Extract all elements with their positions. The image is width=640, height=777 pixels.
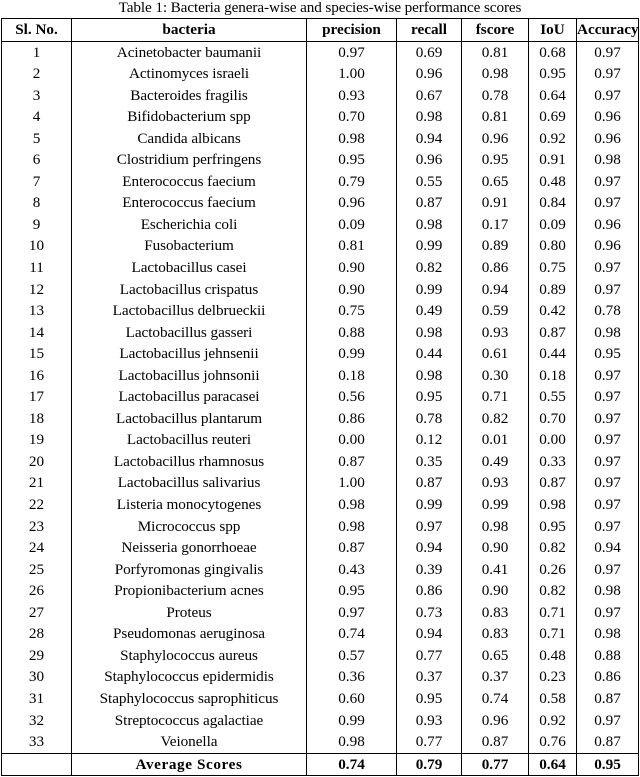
cell-recall: 0.73 bbox=[397, 602, 462, 624]
cell-accuracy: 0.98 bbox=[577, 149, 639, 171]
cell-sl: 12 bbox=[2, 279, 72, 301]
cell-fscore: 0.90 bbox=[462, 537, 529, 559]
table-row bbox=[2, 343, 639, 365]
cell-fscore: 0.96 bbox=[462, 710, 529, 732]
cell-sl: 8 bbox=[2, 192, 72, 214]
cell-precision: 0.99 bbox=[307, 710, 397, 732]
cell-iou: 0.48 bbox=[529, 645, 577, 667]
table-row bbox=[2, 85, 639, 107]
cell-precision: 0.75 bbox=[307, 300, 397, 322]
cell-sl: 11 bbox=[2, 257, 72, 279]
column-header-precision: precision bbox=[307, 19, 397, 42]
cell-iou: 0.09 bbox=[529, 214, 577, 236]
cell-recall: 0.37 bbox=[397, 666, 462, 688]
cell-accuracy: 0.96 bbox=[577, 106, 639, 128]
cell-iou: 0.64 bbox=[529, 85, 577, 107]
cell-sl: 6 bbox=[2, 149, 72, 171]
cell-fscore: 0.95 bbox=[462, 149, 529, 171]
cell-bacteria: Lactobacillus gasseri bbox=[72, 322, 307, 344]
cell-accuracy: 0.97 bbox=[577, 63, 639, 85]
cell-accuracy: 0.97 bbox=[577, 386, 639, 408]
cell-iou: 0.44 bbox=[529, 343, 577, 365]
table-row bbox=[2, 580, 639, 602]
cell-recall: 0.98 bbox=[397, 106, 462, 128]
cell-bacteria: Lactobacillus casei bbox=[72, 257, 307, 279]
cell-precision: 0.87 bbox=[307, 451, 397, 473]
cell-bacteria: Acinetobacter baumanii bbox=[72, 41, 307, 63]
cell-iou: 0.71 bbox=[529, 623, 577, 645]
cell-bacteria: Veionella bbox=[72, 731, 307, 753]
cell-recall: 0.49 bbox=[397, 300, 462, 322]
cell-accuracy: 0.97 bbox=[577, 494, 639, 516]
cell-recall: 0.44 bbox=[397, 343, 462, 365]
cell-sl: 21 bbox=[2, 472, 72, 494]
cell-accuracy: 0.97 bbox=[577, 85, 639, 107]
table-row bbox=[2, 322, 639, 344]
cell-accuracy: 0.78 bbox=[577, 300, 639, 322]
column-header-bacteria: bacteria bbox=[72, 19, 307, 42]
cell-precision: 0.95 bbox=[307, 580, 397, 602]
cell-bacteria: Listeria monocytogenes bbox=[72, 494, 307, 516]
cell-bacteria: Bacteroides fragilis bbox=[72, 85, 307, 107]
cell-fscore: 0.59 bbox=[462, 300, 529, 322]
cell-accuracy: 0.97 bbox=[577, 451, 639, 473]
cell-accuracy: 0.87 bbox=[577, 731, 639, 753]
cell-precision: 0.81 bbox=[307, 235, 397, 257]
cell-sl: 29 bbox=[2, 645, 72, 667]
cell-precision: 0.98 bbox=[307, 494, 397, 516]
cell-recall: 0.86 bbox=[397, 580, 462, 602]
cell-fscore: 0.96 bbox=[462, 128, 529, 150]
cell-fscore: 0.65 bbox=[462, 645, 529, 667]
cell-recall: 0.87 bbox=[397, 472, 462, 494]
cell-recall: 0.94 bbox=[397, 623, 462, 645]
column-header-iou: IoU bbox=[529, 19, 577, 42]
cell-iou: 0.69 bbox=[529, 106, 577, 128]
cell-sl bbox=[2, 753, 72, 776]
table-row bbox=[2, 494, 639, 516]
cell-accuracy: 0.96 bbox=[577, 235, 639, 257]
cell-iou: 0.92 bbox=[529, 710, 577, 732]
table-row bbox=[2, 516, 639, 538]
cell-accuracy: 0.97 bbox=[577, 429, 639, 451]
cell-fscore: 0.61 bbox=[462, 343, 529, 365]
cell-sl: 14 bbox=[2, 322, 72, 344]
cell-sl: 20 bbox=[2, 451, 72, 473]
cell-accuracy: 0.97 bbox=[577, 408, 639, 430]
cell-precision: 0.09 bbox=[307, 214, 397, 236]
cell-bacteria: Staphylococcus aureus bbox=[72, 645, 307, 667]
table-row bbox=[2, 106, 639, 128]
cell-sl: 25 bbox=[2, 559, 72, 581]
cell-precision: 1.00 bbox=[307, 63, 397, 85]
cell-recall: 0.79 bbox=[397, 753, 462, 776]
table-row bbox=[2, 257, 639, 279]
column-header-accuracy: Accuracy bbox=[577, 19, 639, 42]
cell-bacteria: Fusobacterium bbox=[72, 235, 307, 257]
cell-precision: 0.43 bbox=[307, 559, 397, 581]
cell-accuracy: 0.97 bbox=[577, 602, 639, 624]
cell-precision: 0.87 bbox=[307, 537, 397, 559]
cell-recall: 0.87 bbox=[397, 192, 462, 214]
cell-accuracy: 0.97 bbox=[577, 41, 639, 63]
cell-fscore: 0.77 bbox=[462, 753, 529, 776]
cell-recall: 0.95 bbox=[397, 386, 462, 408]
cell-precision: 0.93 bbox=[307, 85, 397, 107]
cell-precision: 0.56 bbox=[307, 386, 397, 408]
cell-sl: 19 bbox=[2, 429, 72, 451]
cell-recall: 0.67 bbox=[397, 85, 462, 107]
cell-fscore: 0.49 bbox=[462, 451, 529, 473]
table-row bbox=[2, 451, 639, 473]
cell-accuracy: 0.97 bbox=[577, 257, 639, 279]
cell-sl: 2 bbox=[2, 63, 72, 85]
cell-iou: 0.95 bbox=[529, 63, 577, 85]
cell-bacteria: Enterococcus faecium bbox=[72, 171, 307, 193]
cell-sl: 24 bbox=[2, 537, 72, 559]
cell-accuracy: 0.87 bbox=[577, 688, 639, 710]
cell-bacteria: Lactobacillus delbrueckii bbox=[72, 300, 307, 322]
cell-iou: 0.42 bbox=[529, 300, 577, 322]
cell-fscore: 0.83 bbox=[462, 602, 529, 624]
cell-sl: 30 bbox=[2, 666, 72, 688]
table-row bbox=[2, 279, 639, 301]
cell-recall: 0.98 bbox=[397, 365, 462, 387]
cell-recall: 0.77 bbox=[397, 731, 462, 753]
performance-table bbox=[1, 18, 639, 776]
cell-iou: 0.58 bbox=[529, 688, 577, 710]
cell-iou: 0.23 bbox=[529, 666, 577, 688]
cell-accuracy: 0.95 bbox=[577, 343, 639, 365]
cell-sl: 9 bbox=[2, 214, 72, 236]
cell-precision: 0.57 bbox=[307, 645, 397, 667]
cell-iou: 0.76 bbox=[529, 731, 577, 753]
table-row bbox=[2, 472, 639, 494]
cell-sl: 4 bbox=[2, 106, 72, 128]
cell-accuracy: 0.97 bbox=[577, 171, 639, 193]
cell-fscore: 0.89 bbox=[462, 235, 529, 257]
cell-precision: 0.97 bbox=[307, 41, 397, 63]
cell-precision: 0.90 bbox=[307, 279, 397, 301]
cell-recall: 0.12 bbox=[397, 429, 462, 451]
table-row bbox=[2, 623, 639, 645]
table-row bbox=[2, 537, 639, 559]
table-row bbox=[2, 429, 639, 451]
cell-recall: 0.97 bbox=[397, 516, 462, 538]
cell-iou: 0.92 bbox=[529, 128, 577, 150]
cell-fscore: 0.82 bbox=[462, 408, 529, 430]
cell-precision: 0.90 bbox=[307, 257, 397, 279]
cell-iou: 0.00 bbox=[529, 429, 577, 451]
cell-recall: 0.99 bbox=[397, 235, 462, 257]
cell-recall: 0.94 bbox=[397, 537, 462, 559]
cell-fscore: 0.99 bbox=[462, 494, 529, 516]
cell-bacteria: Streptococcus agalactiae bbox=[72, 710, 307, 732]
cell-sl: 22 bbox=[2, 494, 72, 516]
cell-sl: 33 bbox=[2, 731, 72, 753]
cell-iou: 0.75 bbox=[529, 257, 577, 279]
cell-precision: 0.79 bbox=[307, 171, 397, 193]
cell-fscore: 0.91 bbox=[462, 192, 529, 214]
cell-accuracy: 0.94 bbox=[577, 537, 639, 559]
cell-fscore: 0.65 bbox=[462, 171, 529, 193]
cell-sl: 16 bbox=[2, 365, 72, 387]
cell-bacteria: Pseudomonas aeruginosa bbox=[72, 623, 307, 645]
cell-iou: 0.91 bbox=[529, 149, 577, 171]
table-row bbox=[2, 365, 639, 387]
cell-fscore: 0.78 bbox=[462, 85, 529, 107]
cell-bacteria: Lactobacillus reuteri bbox=[72, 429, 307, 451]
cell-bacteria: Staphylococcus epidermidis bbox=[72, 666, 307, 688]
cell-recall: 0.98 bbox=[397, 322, 462, 344]
cell-iou: 0.80 bbox=[529, 235, 577, 257]
cell-fscore: 0.01 bbox=[462, 429, 529, 451]
cell-fscore: 0.90 bbox=[462, 580, 529, 602]
cell-accuracy: 0.97 bbox=[577, 279, 639, 301]
cell-iou: 0.98 bbox=[529, 494, 577, 516]
cell-recall: 0.98 bbox=[397, 214, 462, 236]
cell-iou: 0.71 bbox=[529, 602, 577, 624]
cell-precision: 0.98 bbox=[307, 731, 397, 753]
cell-iou: 0.26 bbox=[529, 559, 577, 581]
cell-sl: 26 bbox=[2, 580, 72, 602]
table-row bbox=[2, 710, 639, 732]
cell-iou: 0.64 bbox=[529, 753, 577, 776]
cell-precision: 0.97 bbox=[307, 602, 397, 624]
cell-fscore: 0.93 bbox=[462, 472, 529, 494]
table-row bbox=[2, 408, 639, 430]
table-row bbox=[2, 645, 639, 667]
cell-sl: 5 bbox=[2, 128, 72, 150]
cell-recall: 0.77 bbox=[397, 645, 462, 667]
cell-iou: 0.82 bbox=[529, 580, 577, 602]
table-row bbox=[2, 300, 639, 322]
cell-sl: 3 bbox=[2, 85, 72, 107]
cell-accuracy: 0.96 bbox=[577, 214, 639, 236]
cell-precision: 0.00 bbox=[307, 429, 397, 451]
cell-sl: 31 bbox=[2, 688, 72, 710]
cell-accuracy: 0.98 bbox=[577, 580, 639, 602]
table-row bbox=[2, 171, 639, 193]
cell-fscore: 0.98 bbox=[462, 516, 529, 538]
table-row bbox=[2, 235, 639, 257]
cell-precision: 0.36 bbox=[307, 666, 397, 688]
column-header-sl-no: Sl. No. bbox=[2, 19, 72, 42]
cell-sl: 13 bbox=[2, 300, 72, 322]
cell-precision: 0.74 bbox=[307, 623, 397, 645]
cell-accuracy: 0.97 bbox=[577, 365, 639, 387]
cell-fscore: 0.83 bbox=[462, 623, 529, 645]
cell-iou: 0.82 bbox=[529, 537, 577, 559]
cell-accuracy: 0.98 bbox=[577, 322, 639, 344]
cell-accuracy: 0.97 bbox=[577, 516, 639, 538]
table-row bbox=[2, 731, 639, 753]
column-header-recall: recall bbox=[397, 19, 462, 42]
cell-sl: 7 bbox=[2, 171, 72, 193]
cell-accuracy: 0.98 bbox=[577, 623, 639, 645]
cell-fscore: 0.87 bbox=[462, 731, 529, 753]
cell-bacteria: Lactobacillus rhamnosus bbox=[72, 451, 307, 473]
cell-iou: 0.89 bbox=[529, 279, 577, 301]
cell-accuracy: 0.97 bbox=[577, 710, 639, 732]
cell-precision: 0.95 bbox=[307, 149, 397, 171]
cell-iou: 0.87 bbox=[529, 322, 577, 344]
cell-fscore: 0.81 bbox=[462, 106, 529, 128]
cell-accuracy: 0.88 bbox=[577, 645, 639, 667]
cell-bacteria: Lactobacillus paracasei bbox=[72, 386, 307, 408]
cell-precision: 0.60 bbox=[307, 688, 397, 710]
table-row bbox=[2, 559, 639, 581]
cell-bacteria: Candida albicans bbox=[72, 128, 307, 150]
cell-fscore: 0.93 bbox=[462, 322, 529, 344]
cell-iou: 0.95 bbox=[529, 516, 577, 538]
cell-accuracy: 0.97 bbox=[577, 472, 639, 494]
cell-bacteria: Propionibacterium acnes bbox=[72, 580, 307, 602]
cell-bacteria: Lactobacillus salivarius bbox=[72, 472, 307, 494]
cell-bacteria: Porfyromonas gingivalis bbox=[72, 559, 307, 581]
cell-bacteria: Average Scores bbox=[72, 753, 307, 776]
cell-bacteria: Staphylococcus saprophiticus bbox=[72, 688, 307, 710]
cell-bacteria: Lactobacillus plantarum bbox=[72, 408, 307, 430]
cell-iou: 0.87 bbox=[529, 472, 577, 494]
cell-recall: 0.94 bbox=[397, 128, 462, 150]
cell-recall: 0.96 bbox=[397, 63, 462, 85]
cell-sl: 1 bbox=[2, 41, 72, 63]
cell-iou: 0.70 bbox=[529, 408, 577, 430]
table-row bbox=[2, 386, 639, 408]
table-header-row bbox=[2, 19, 639, 42]
cell-sl: 27 bbox=[2, 602, 72, 624]
cell-accuracy: 0.86 bbox=[577, 666, 639, 688]
table-row bbox=[2, 41, 639, 63]
cell-recall: 0.99 bbox=[397, 279, 462, 301]
cell-precision: 1.00 bbox=[307, 472, 397, 494]
cell-bacteria: Clostridium perfringens bbox=[72, 149, 307, 171]
table-row bbox=[2, 63, 639, 85]
cell-bacteria: Lactobacillus crispatus bbox=[72, 279, 307, 301]
cell-sl: 15 bbox=[2, 343, 72, 365]
cell-bacteria: Proteus bbox=[72, 602, 307, 624]
cell-sl: 17 bbox=[2, 386, 72, 408]
cell-iou: 0.48 bbox=[529, 171, 577, 193]
cell-recall: 0.93 bbox=[397, 710, 462, 732]
cell-bacteria: Lactobacillus johnsonii bbox=[72, 365, 307, 387]
cell-recall: 0.39 bbox=[397, 559, 462, 581]
cell-precision: 0.88 bbox=[307, 322, 397, 344]
cell-sl: 10 bbox=[2, 235, 72, 257]
cell-iou: 0.33 bbox=[529, 451, 577, 473]
table-row bbox=[2, 128, 639, 150]
cell-recall: 0.82 bbox=[397, 257, 462, 279]
cell-sl: 18 bbox=[2, 408, 72, 430]
table-row bbox=[2, 602, 639, 624]
cell-recall: 0.95 bbox=[397, 688, 462, 710]
cell-sl: 32 bbox=[2, 710, 72, 732]
cell-precision: 0.86 bbox=[307, 408, 397, 430]
table-head bbox=[2, 19, 639, 42]
cell-fscore: 0.41 bbox=[462, 559, 529, 581]
cell-fscore: 0.37 bbox=[462, 666, 529, 688]
table-row bbox=[2, 192, 639, 214]
cell-iou: 0.84 bbox=[529, 192, 577, 214]
cell-iou: 0.18 bbox=[529, 365, 577, 387]
cell-fscore: 0.74 bbox=[462, 688, 529, 710]
average-scores-row bbox=[2, 753, 639, 776]
table-caption: Table 1: Bacteria genera-wise and species-wise performance scores bbox=[118, 0, 522, 16]
cell-precision: 0.18 bbox=[307, 365, 397, 387]
table-body bbox=[2, 41, 639, 776]
cell-fscore: 0.71 bbox=[462, 386, 529, 408]
cell-bacteria: Enterococcus faecium bbox=[72, 192, 307, 214]
cell-fscore: 0.81 bbox=[462, 41, 529, 63]
cell-accuracy: 0.96 bbox=[577, 128, 639, 150]
column-header-fscore: fscore bbox=[462, 19, 529, 42]
cell-recall: 0.69 bbox=[397, 41, 462, 63]
cell-sl: 28 bbox=[2, 623, 72, 645]
cell-fscore: 0.94 bbox=[462, 279, 529, 301]
table-row bbox=[2, 214, 639, 236]
cell-precision: 0.98 bbox=[307, 128, 397, 150]
cell-iou: 0.55 bbox=[529, 386, 577, 408]
cell-precision: 0.98 bbox=[307, 516, 397, 538]
cell-recall: 0.96 bbox=[397, 149, 462, 171]
table-row bbox=[2, 666, 639, 688]
table-row bbox=[2, 688, 639, 710]
cell-fscore: 0.30 bbox=[462, 365, 529, 387]
cell-accuracy: 0.95 bbox=[577, 753, 639, 776]
cell-recall: 0.99 bbox=[397, 494, 462, 516]
cell-precision: 0.70 bbox=[307, 106, 397, 128]
cell-precision: 0.96 bbox=[307, 192, 397, 214]
cell-recall: 0.55 bbox=[397, 171, 462, 193]
cell-bacteria: Actinomyces israeli bbox=[72, 63, 307, 85]
cell-precision: 0.74 bbox=[307, 753, 397, 776]
cell-accuracy: 0.97 bbox=[577, 192, 639, 214]
cell-bacteria: Micrococcus spp bbox=[72, 516, 307, 538]
cell-recall: 0.35 bbox=[397, 451, 462, 473]
cell-fscore: 0.98 bbox=[462, 63, 529, 85]
cell-fscore: 0.17 bbox=[462, 214, 529, 236]
cell-fscore: 0.86 bbox=[462, 257, 529, 279]
cell-recall: 0.78 bbox=[397, 408, 462, 430]
cell-bacteria: Escherichia coli bbox=[72, 214, 307, 236]
cell-iou: 0.68 bbox=[529, 41, 577, 63]
cell-bacteria: Neisseria gonorrhoeae bbox=[72, 537, 307, 559]
cell-accuracy: 0.97 bbox=[577, 559, 639, 581]
cell-sl: 23 bbox=[2, 516, 72, 538]
table-row bbox=[2, 149, 639, 171]
cell-bacteria: Bifidobacterium spp bbox=[72, 106, 307, 128]
cell-bacteria: Lactobacillus jehnsenii bbox=[72, 343, 307, 365]
cell-precision: 0.99 bbox=[307, 343, 397, 365]
